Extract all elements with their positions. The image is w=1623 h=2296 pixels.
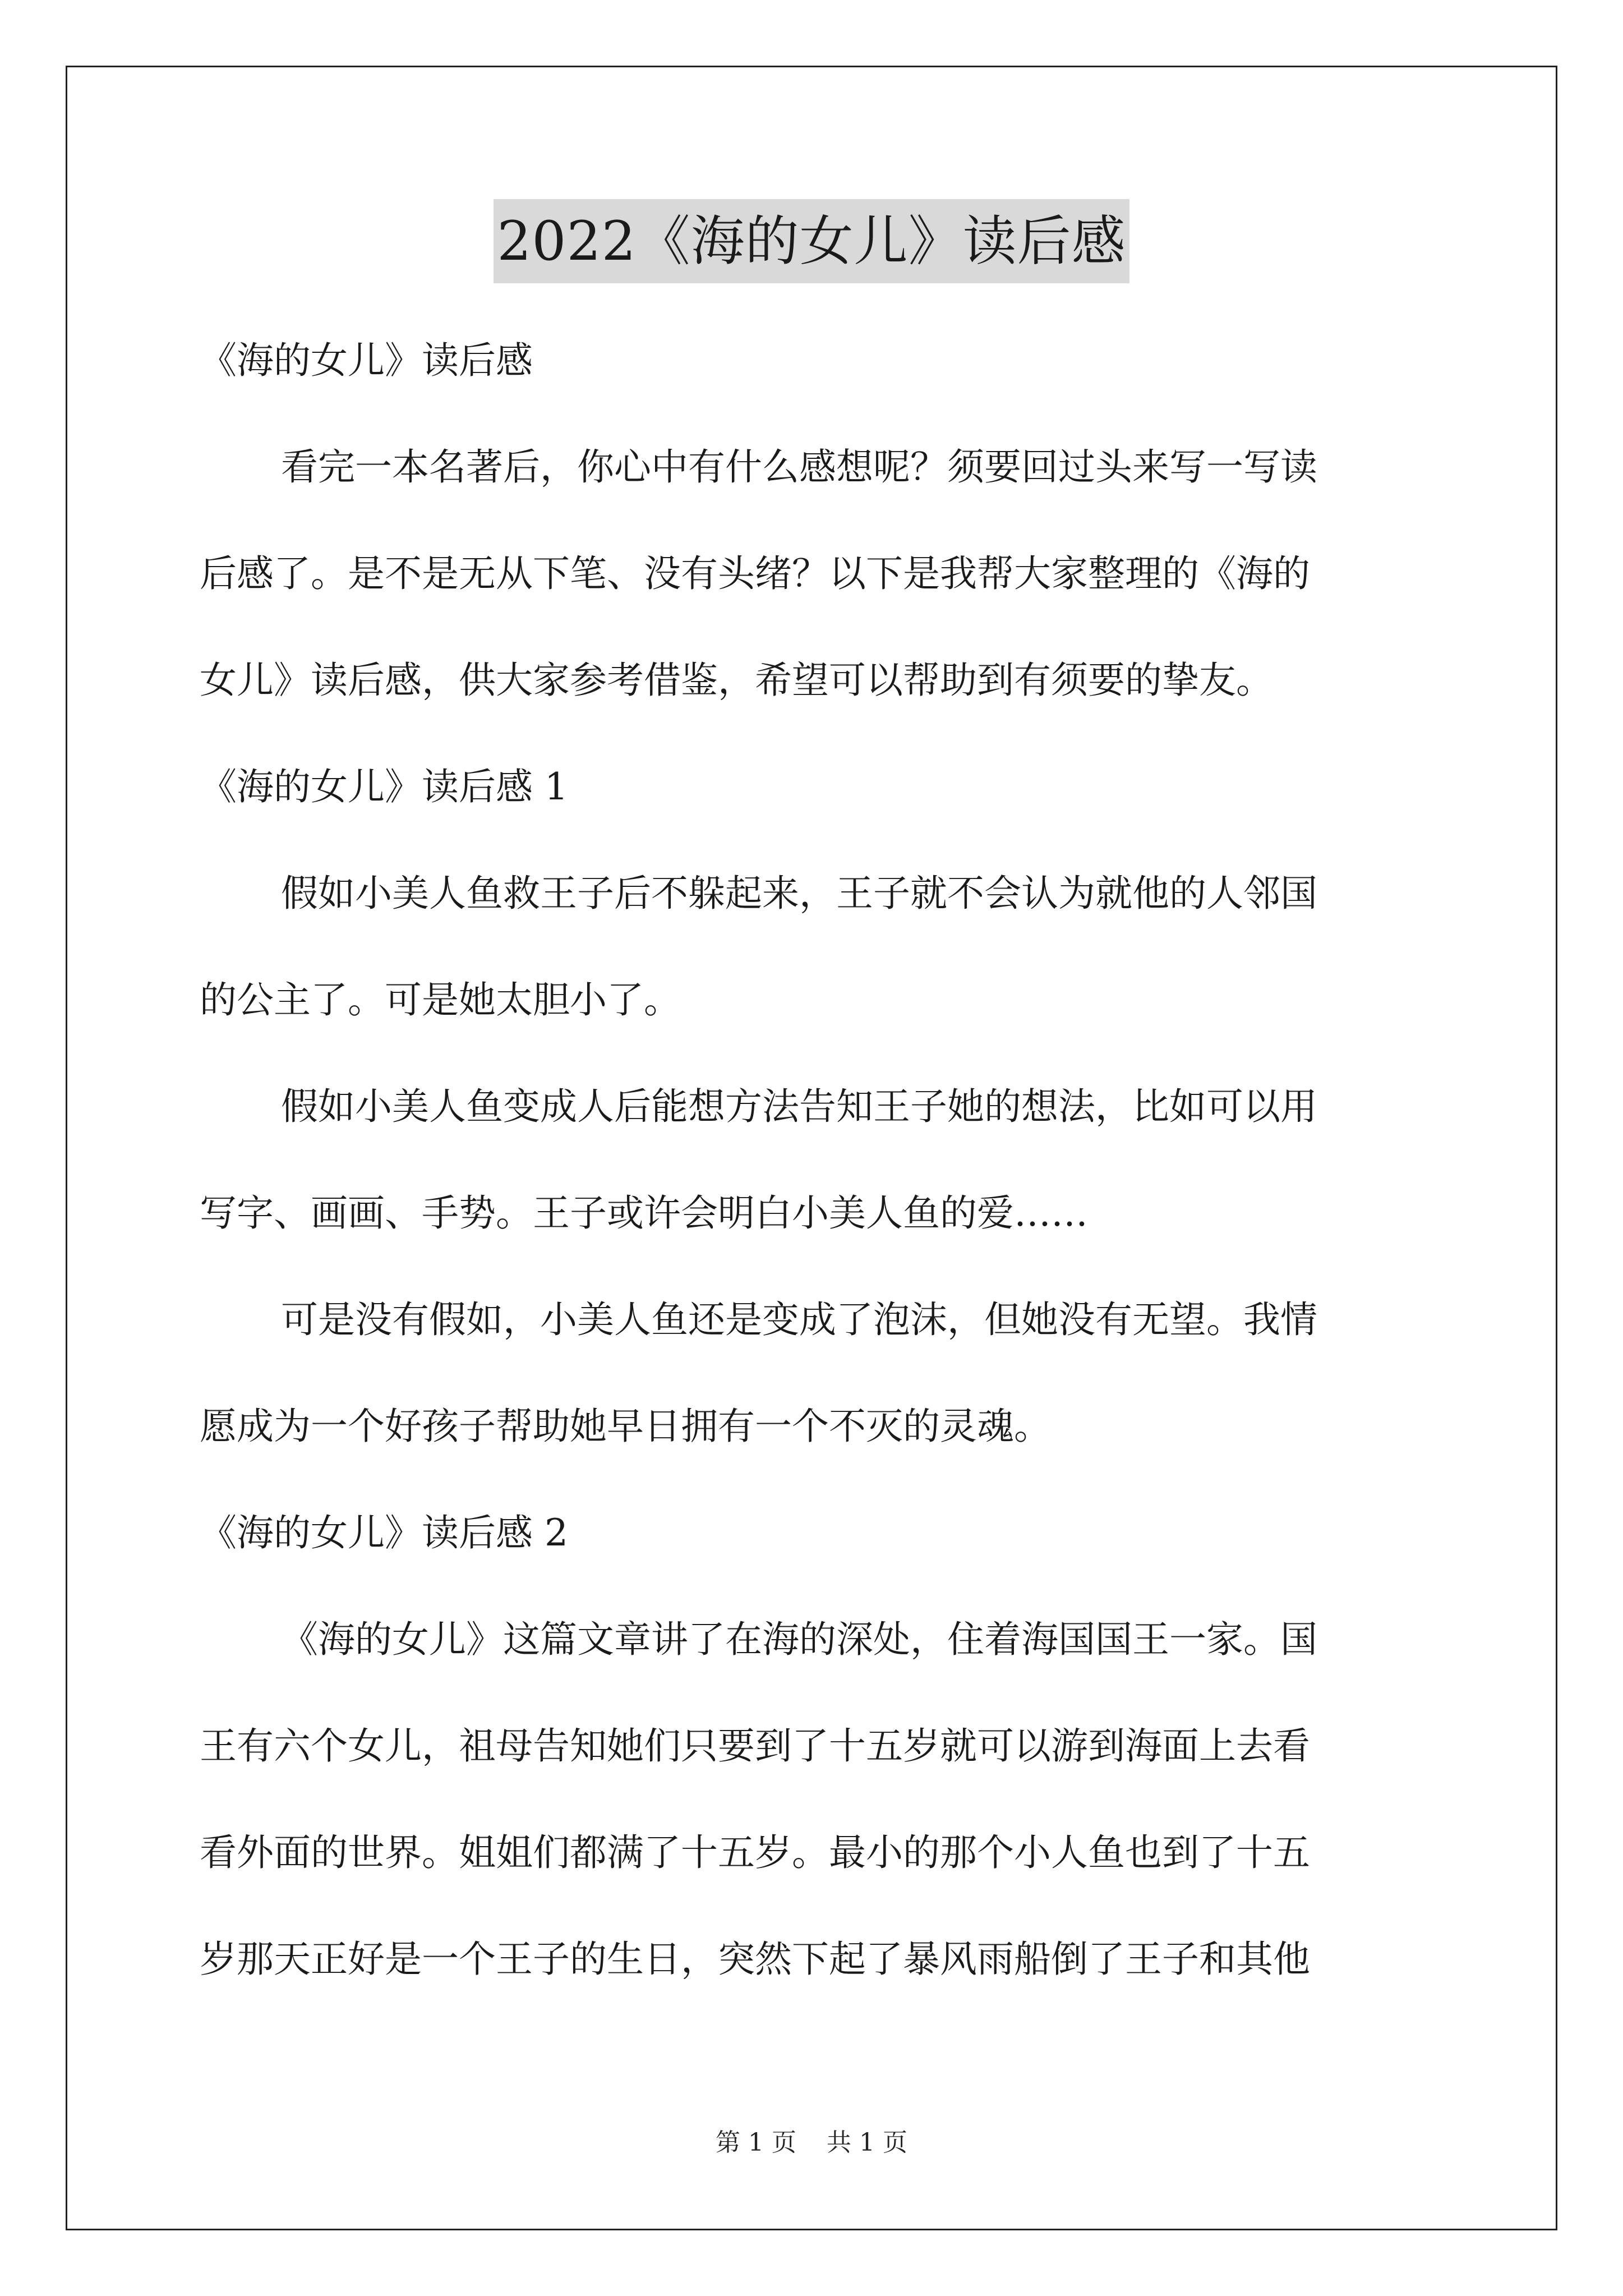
text-line: 愿成为一个好孩子帮助她早日拥有一个不灭的灵魂。 [200, 1405, 1051, 1448]
page-number: 第 1 页 [716, 2128, 796, 2157]
text-line: 女儿》读后感，供大家参考借鉴，希望可以帮助到有须要的挚友。 [200, 659, 1273, 702]
text-line: 《海的女儿》读后感 [200, 339, 533, 382]
title-container [0, 199, 1623, 283]
page-footer [0, 2126, 1623, 2160]
text-line: 《海的女儿》这篇文章讲了在海的深处，住着海国国王一家。国 [281, 1618, 1317, 1661]
section-heading-1: 《海的女儿》读后感 1 [200, 765, 568, 808]
text-line: 的公主了。可是她太胆小了。 [200, 978, 681, 1022]
text-line: 后感了。是不是无从下笔、没有头绪？以下是我帮大家整理的《海的 [200, 552, 1310, 595]
text-line: 假如小美人鱼救王子后不躲起来，王子就不会认为就他的人邻国 [281, 872, 1317, 915]
page-total: 共 1 页 [827, 2128, 907, 2157]
text-line: 看完一本名著后，你心中有什么感想呢？须要回过头来写一写读 [281, 445, 1317, 489]
text-line: 可是没有假如，小美人鱼还是变成了泡沫，但她没有无望。我情 [281, 1298, 1317, 1341]
text-line: 王有六个女儿，祖母告知她们只要到了十五岁就可以游到海面上去看 [200, 1724, 1310, 1768]
text-line: 看外面的世界。姐姐们都满了十五岁。最小的那个小人鱼也到了十五 [200, 1831, 1310, 1874]
text-line: 写字、画画、手势。王子或许会明白小美人鱼的爱…… [200, 1191, 1088, 1235]
text-line: 假如小美人鱼变成人后能想方法告知王子她的想法，比如可以用 [281, 1085, 1317, 1128]
document-title: 2022《海的女儿》读后感 [494, 199, 1129, 283]
section-heading-2: 《海的女儿》读后感 2 [200, 1511, 568, 1554]
text-line: 岁那天正好是一个王子的生日，突然下起了暴风雨船倒了王子和其他 [200, 1938, 1310, 1981]
document-body [200, 307, 1433, 2013]
